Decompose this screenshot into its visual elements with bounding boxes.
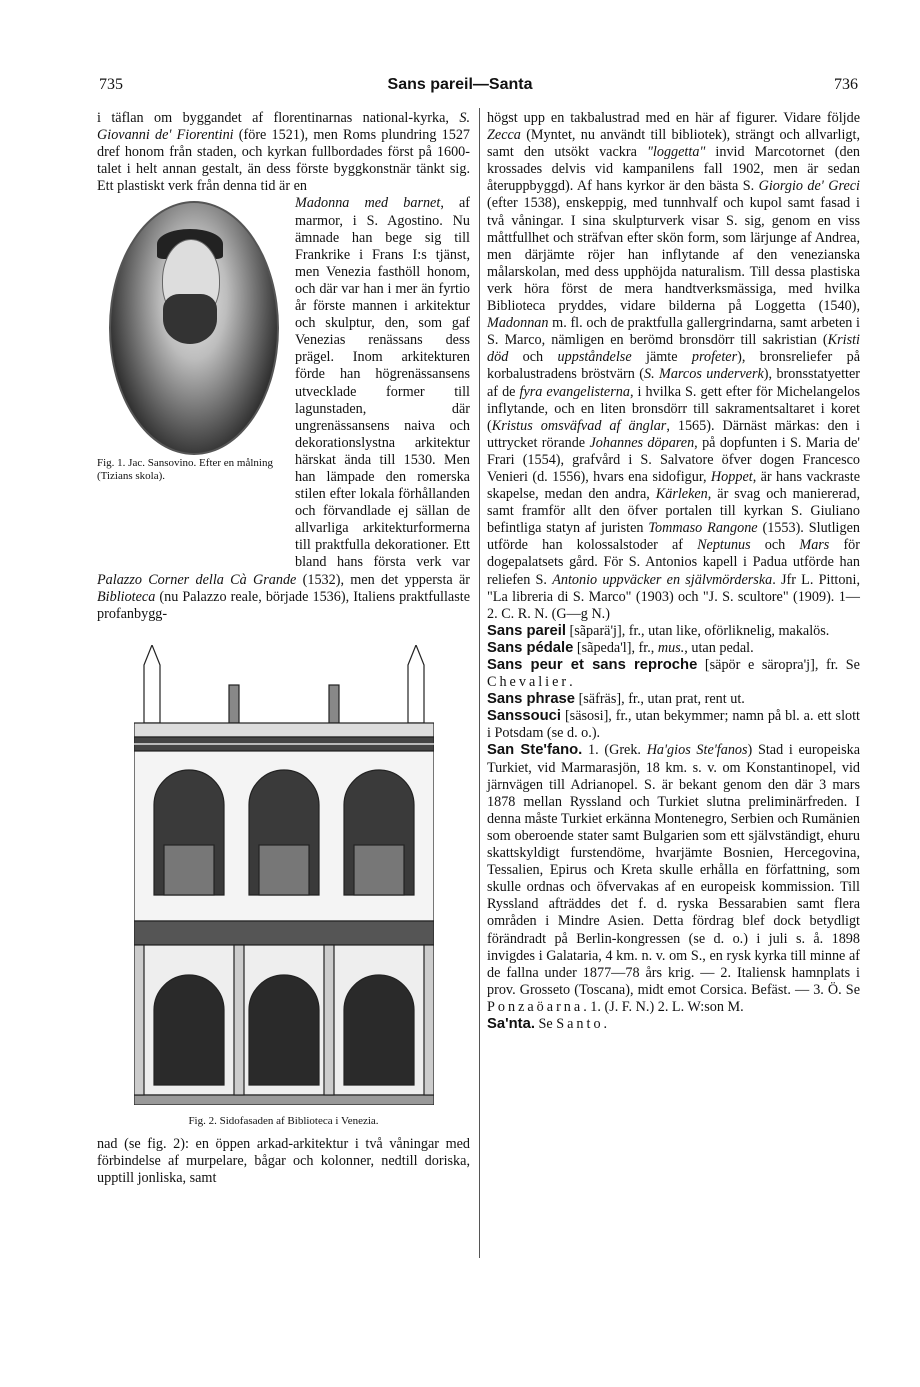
text: . Jfr L. Pittoni, "La libreria di S. Marco" (1903) och "J. S. scultore" (1909). 1—2. C. R. N. (G—g N.) bbox=[487, 571, 860, 622]
italic-title: S. Giovanni de' Fiorentini bbox=[97, 110, 470, 144]
italic-title: Zecca bbox=[487, 127, 521, 144]
text: (efter 1538), enskeppig, med tunnhvalf och kupol samt fasad i två våningar. I sina skulpturverk visar S. sig, genom en viss måttfullhet och sträfvan efter skön form, som lärjunge af Andrea, men därjämte röjer han inflytande af den venezianska målarskolan, med dess upphöjda naturalism. Till dessa plastiska verk höra först de mera handtverksmässiga, med hvilka Biblioteca pryddes, vidare bilderna på Loggetta (1540), bbox=[487, 195, 860, 315]
right-paragraph-1 bbox=[487, 110, 860, 623]
entry-headword: Sans pareil bbox=[487, 622, 566, 639]
text: (nu Palazzo reale, började 1536), Italiens praktfullaste profanbygg- bbox=[97, 588, 470, 622]
biblioteca-facade-drawing bbox=[134, 645, 434, 1105]
text: , 1565). Därnäst märkas: den i uttrycket rörande bbox=[487, 417, 860, 451]
text: [säsosi], fr., utan bekymmer; namn på bl. a. ett slott i Potsdam (se d. o.). bbox=[487, 708, 860, 742]
text: [säfräs], fr., utan prat, rent ut. bbox=[575, 691, 745, 708]
text: [sãparä'j], fr., utan like, oförliknelig, makalös. bbox=[565, 622, 830, 639]
italic-title: Biblioteca bbox=[97, 588, 156, 605]
entry-sanssouci bbox=[487, 708, 860, 742]
running-title: Sans pareil—Santa bbox=[387, 76, 533, 93]
italic-title: Kristi död bbox=[487, 332, 860, 366]
spaced-reference: Ponzaöarna bbox=[487, 998, 584, 1015]
text: . 1. (J. F. N.) 2. L. W:son M. bbox=[583, 998, 744, 1015]
text: [säpör e säropra'j], fr. Se bbox=[697, 657, 860, 673]
entry-sans-peur bbox=[487, 657, 860, 691]
figure-2-biblioteca bbox=[97, 645, 470, 1130]
running-header bbox=[0, 76, 920, 98]
italic-title: Neptunus bbox=[697, 537, 751, 554]
spaced-reference: Santo bbox=[556, 1015, 604, 1032]
text: 1. (Grek. bbox=[582, 742, 647, 759]
text: (Myntet, nu användt till bibliotek), strängt och allvarligt, samt den utsökt vackra bbox=[487, 127, 860, 161]
left-paragraph-2: nad (se fig. 2): en öppen arkad-arkitektur i två våningar med förbindelse af murpelare, bågar och kolonner, nedtill doriska, upptill jonliska, samt bbox=[97, 1135, 470, 1187]
text: m. fl. och de praktfulla gallergrindarna, samt arbeten i S. Marco, nämligen en berömd bronsdörr till sakristian ( bbox=[487, 315, 860, 349]
italic-abbrev: mus. bbox=[657, 639, 685, 656]
entry-headword: Sans phrase bbox=[487, 691, 576, 708]
italic-title: uppståndelse bbox=[557, 349, 632, 366]
figure-1-portrait bbox=[97, 199, 287, 564]
text: , är svag och maniererad, samt framför allt den öfver portalen till kyrkan S. Giuliano befintliga statyn af juristen bbox=[487, 486, 860, 537]
text: (1532), men det yppersta är bbox=[296, 571, 470, 588]
italic-title: Tommaso Rangone bbox=[648, 520, 758, 537]
entry-sans-pareil bbox=[487, 623, 860, 640]
text: . bbox=[569, 674, 573, 691]
entry-sans-pedale bbox=[487, 640, 860, 657]
text: , utan pedal. bbox=[684, 639, 754, 656]
text: Se bbox=[534, 1015, 557, 1032]
page-number-right: 736 bbox=[834, 76, 858, 93]
text: ) Stad i europeiska Turkiet, vid Marmarasjön, 18 km. s. v. om Konstantinopel, vid järnvägen till Adrianopel. S. är bekant genom den där 3 mars 1878 mellan Ryssland och Turkiet slutna preliminärfreden. I denna måste Turkiet erkänna Montenegro, Serbien och Rumänien som oberoende stater samt Bulgarien som ett självständigt, ehuru skattskyldigt furstendöme, hvarjämte Bosnien, Hercegovina, Tessalien, Epirus och Kreta skulle erhålla en författning, som skulle ordnas och öfvervakas af en europeisk kommission. Till Ryssland afträddes det f. d. ryska Bessarabien samt flera områden i Mindre Asien. Detta fördrag blef dock betydligt förändradt på Berlin-kongressen (se d. o.) i juli s. å. 1898 invigdes i Galataria, 4 km. n. v. om S., en rysk kyrka till minne af de fallna under 1877—78 års krig. — 2. Italiensk hamnplats i prov. Grosseto (Toscana), midt emot Corsica. Befäst. — 3. Ö. Se bbox=[487, 742, 860, 998]
left-column bbox=[97, 110, 470, 1187]
italic-title: Palazzo Corner della Cà Grande bbox=[97, 571, 297, 588]
entry-santa bbox=[487, 1016, 860, 1033]
italic-term: Ha'gios Ste'fanos bbox=[646, 742, 748, 759]
italic-title: fyra evangelisterna bbox=[519, 383, 630, 400]
entry-headword: San Ste'fano. bbox=[487, 742, 583, 759]
text: för dogepalatsets gård. För S. Antonios kapell i Padua utförde han reliefen S. bbox=[487, 537, 860, 588]
entry-sans-phrase bbox=[487, 691, 860, 708]
page-number-left: 735 bbox=[99, 76, 123, 93]
text: , i hvilka S. gett efter för Michelangelos inflytande, och en liten bronsdörr till sakramentsaltaret i koret ( bbox=[487, 383, 860, 434]
left-paragraph-1 bbox=[97, 110, 470, 195]
text: , af marmor, i S. Agostino. Nu ämnade han bege sig till Frankrike i Frans I:s tjänst, men Venezia fasthöll honom, och där var han i mer än fyrtio år förste mannen i arkitektur och skulptur, den, som gaf Venezias renässans dess prägel. Inom arkitekturen förde han högrenässansens utvecklade former till lagunstaden, där ungrenässansens naiva och dekorationslystna arkitektur härskat ända till 1530. Men han lämpade den romerska stilen efter lokala förhållanden och förvandlade ej sällan de allvarliga arkitekturformerna till praktfulla dekorationer. Ett bland hans första verk var bbox=[295, 195, 471, 571]
text: , är hans vackraste skapelse, medan den andra, bbox=[487, 468, 860, 503]
italic-title: Kärleken bbox=[655, 486, 708, 503]
text: och bbox=[508, 349, 558, 366]
italic-title: Johannes döparen bbox=[589, 434, 695, 451]
entry-headword: Sans pédale bbox=[487, 639, 574, 656]
figure-2-caption: Fig. 2. Sidofasaden af Biblioteca i Venezia. bbox=[188, 1114, 379, 1127]
right-column bbox=[487, 110, 860, 1033]
text: ), bronsstatyetter af de bbox=[487, 366, 860, 400]
italic-title: Giorgio de' Greci bbox=[758, 178, 860, 195]
figure-1-caption: Fig. 1. Jac. Sansovino. Efter en målning (Tizians skola). bbox=[97, 457, 273, 483]
text: , på dopfunten i S. Maria de' Frari (1554), grafvård i S. Salvatore öfver dogen Francesco Venieri (d. 1556), hvars ena sidofigur, bbox=[487, 434, 860, 485]
italic-title: Antonio uppväcker en självmörderska bbox=[552, 571, 773, 588]
text: (1553). Slutligen utförde han kolossalstoder af bbox=[487, 520, 860, 554]
text: och bbox=[750, 537, 800, 554]
entry-san-stefano bbox=[487, 742, 860, 1016]
text: ), bronsreliefer på korbalustradens bröstvärn ( bbox=[487, 349, 860, 383]
text: högst upp en takbalustrad med en här af figurer. Vidare följde bbox=[487, 110, 860, 126]
italic-title: S. Marcos underverk bbox=[643, 366, 764, 383]
italic-title: Madonna med barnet bbox=[295, 195, 441, 212]
text: i täflan om byggandet af florentinarnas national-kyrka, bbox=[97, 110, 460, 126]
entry-headword: Sans peur et sans reproche bbox=[487, 657, 698, 673]
text: . bbox=[603, 1015, 608, 1032]
text: (före 1521), men Roms plundring 1527 dref honom från staden, och kyrkan fullbordades först på 1600-talet i helt annan gestalt, än dess förste byggkonstnär tänkt sig. Ett plastiskt verk från denna tid är en bbox=[97, 127, 471, 195]
italic-title: profeter bbox=[691, 349, 738, 366]
italic-title: Kristus omsväfvad af änglar bbox=[491, 417, 667, 434]
italic-title: "loggetta" bbox=[646, 144, 706, 161]
text: invid Marcotornet (den krossades delvis vid kampanilens fall 1902, men är sedan återuppbyggd). Af hans kyrkor är den bästa S. bbox=[487, 144, 860, 195]
entry-headword: Sanssouci bbox=[487, 708, 562, 725]
text: [sãpeda'l], fr., bbox=[573, 639, 658, 656]
spaced-reference: Chevalier bbox=[487, 674, 570, 691]
italic-title: Mars bbox=[799, 537, 830, 554]
column-divider bbox=[479, 108, 480, 1258]
entry-headword: Sa'nta. bbox=[487, 1015, 535, 1032]
text: jämte bbox=[631, 349, 692, 366]
italic-title: Hoppet bbox=[710, 468, 753, 485]
italic-title: Madonnan bbox=[487, 315, 549, 332]
